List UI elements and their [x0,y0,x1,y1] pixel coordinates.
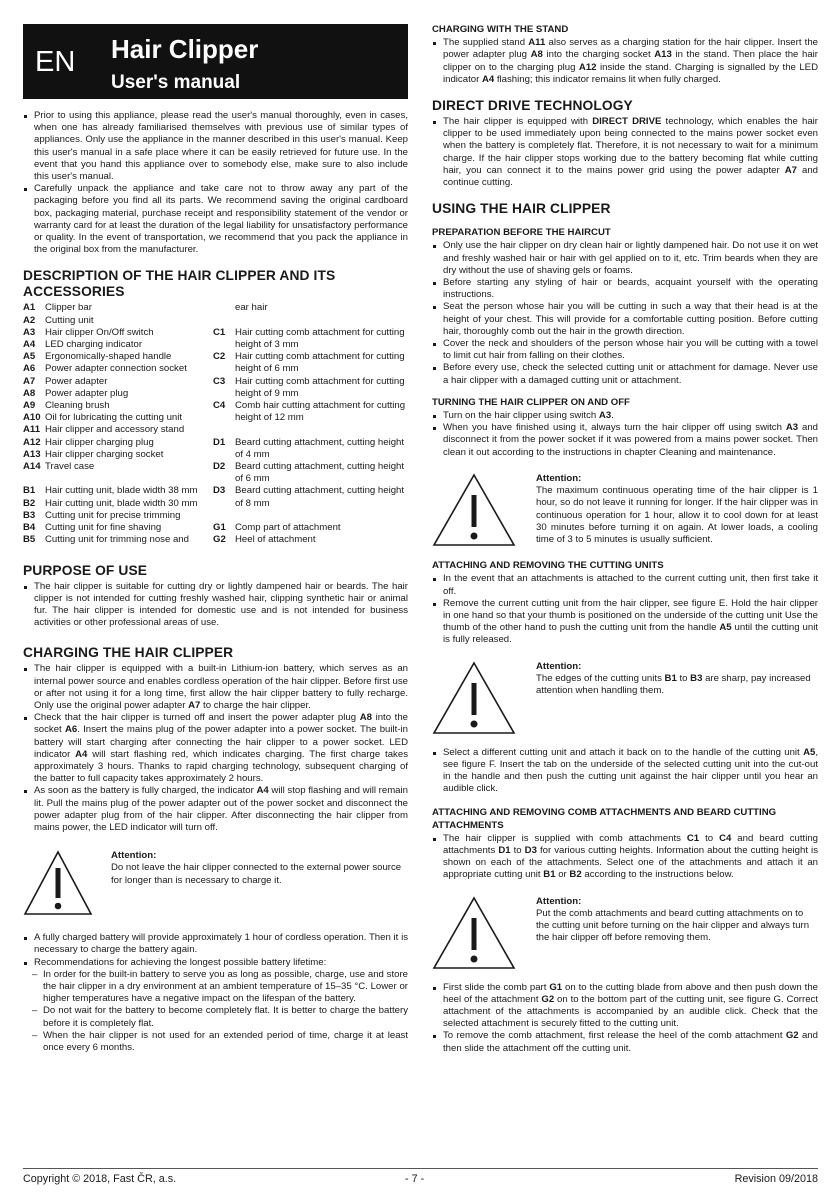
part-label: Power adapter connection socket [45,363,187,375]
part-row [213,351,408,375]
part-row [23,315,213,327]
part-label: Comb hair cutting attachment for cutting height of 12 mm [235,400,406,424]
comb-list-2 [432,982,818,1055]
part-label: Travel case [45,461,95,473]
intro-item: Carefully unpack the appliance and take care not to throw away any part of the packaging before you find all its parts. We recommend saving the original cardboard box, packaging material, purchase receipt and responsibility statement of the vendor or warranty card for at least the duration of the legal liability for unsatisfactory performance or quality. In the event of transportation, we recommend that you pack the appliance in the original box from the manufacturer. [23,183,408,256]
part-id: C3 [213,375,226,387]
attention-box-attachments [432,896,818,968]
direct-item: The hair clipper is equipped with DIRECT DRIVE technology, which enables the hair clipper to be used immediately upon being connected to the mains power socket even when the battery is completely flat. Therefore, it is not necessary to wait for a minimum charge. If the hair clipper stops working due to the battery becoming flat while cutting hair, you can connect it to the mains power grid using the power adapter A7 and continue cutting. [432,116,818,189]
part-label [235,424,408,436]
copyright: Copyright © 2018, Fast ČR, a.s. [23,1173,177,1185]
direct-list [432,116,818,189]
preparation-list [432,240,818,386]
part-row [213,461,408,485]
on-off-item: When you have finished using it, always turn the hair clipper off using switch A3 and disconnect it from the power socket if it was powered from a mains power socket. Then clean it out according to the instructions in chapter Cleaning and maintenance. [432,422,818,459]
preparation-item: Before starting any styling of hair or beards, acquaint yourself with the operating instructions. [432,277,818,301]
attention-text: Do not leave the hair clipper connected to the external power source for longer than is necessary to charge it. [111,862,402,886]
part-label: Beard cutting attachment, cutting height of 8 mm [235,485,405,509]
part-label: Cutting unit for precise trimming [45,509,181,521]
manual-title: Hair Clipper [111,34,259,64]
purpose-list [23,581,408,630]
part-row [23,351,213,363]
part-id: A10 [23,412,41,424]
charging-item: Check that the hair clipper is turned off and insert the power adapter plug A8 into the socket A6. Insert the mains plug of the power adapter into a power socket. The built-in battery will start charging after connecting the hair clipper to a power socket. LED indicator A4 will start flashing red, which indicates charging. The first charge takes approximately 3 hours. Thanks to rapid charging technology, subsequent charging of the batter to full capacity takes approximately 2 hours. [23,712,408,785]
cutting-units-list-2 [432,747,818,796]
attention-text: Put the comb attachments and beard cutting attachments on to the cutting unit before turning on the hair clipper and always turn the hair clipper off before removing them. [536,907,810,944]
cutting-units-item: Select a different cutting unit and attach it back on to the handle of the cutting unit A5, see figure F. Insert the tab on the underside of the selected cutting unit into the cut-out in the handle and then push the cutting unit against the hair clipper until you hear an audible click. [432,747,818,796]
stand-list [432,37,818,86]
section-heading-using: USING THE HAIR CLIPPER [432,201,611,217]
part-label: Hair cutting unit, blade width 30 mm [45,497,198,509]
subheading-preparation: PREPARATION BEFORE THE HAIRCUT [432,227,611,239]
battery-tip: – When the hair clipper is not used for an extended period of time, charge it at least once every 6 months. [23,1030,408,1054]
part-row [23,449,213,461]
stand-item: The supplied stand A11 also serves as a charging station for the hair clipper. Insert the power adapter plug A8 into the charging socket A13 in the stand. Then place the hair clipper on to the charging plug A12 inside the stand. Charging is signalled by the LED indicator A4 flashing; this indicator remains lit when fully charged. [432,37,818,86]
right-column [432,24,818,1055]
part-label: Hair cutting comb attachment for cutting height of 3 mm [235,326,405,351]
part-row [213,510,408,522]
part-id: D2 [213,461,226,473]
comb-item: The hair clipper is supplied with comb attachments C1 to C4 and beard cutting attachments D1 to D3 for various cutting heights. Information about the cutting height is shown on each of the attachments. Select one of the attachments and attach it an appropriate cutting unit B1 or B2 according to the instructions below. [432,833,818,882]
part-row [213,327,408,351]
language-code: EN [35,46,76,78]
part-id: B2 [23,497,36,509]
left-column [23,110,408,1054]
part-row [23,485,213,497]
part-row [213,534,408,546]
attention-text: The edges of the cutting units B1 to B3 are sharp, pay increased attention when handling them. [536,672,811,696]
part-id: A9 [23,400,36,412]
part-id: A2 [23,314,36,326]
attention-title: Attention: [536,472,582,484]
part-row [23,461,213,473]
part-row [23,437,213,449]
warning-triangle-icon [432,661,520,733]
intro-list [23,110,408,256]
part-id: A4 [23,339,36,351]
part-label: Hair clipper charging socket [45,448,164,460]
part-id: A13 [23,448,41,460]
part-id: G2 [213,534,226,546]
part-label [235,315,408,327]
part-id: A5 [23,351,36,363]
part-label: Hair clipper charging plug [45,436,154,448]
part-row [23,400,213,412]
part-id: D1 [213,436,226,448]
preparation-item: Seat the person whose hair you will be cutting in such a way that their head is at the height of your chest. This will provide for a comfortable cutting position. Before cutting hair, thoroughly comb out the hair in the growth direction. [432,301,818,338]
part-row [23,376,213,388]
warning-triangle-icon [432,473,520,545]
part-row [213,400,408,424]
part-row [23,510,213,522]
section-heading-charging: CHARGING THE HAIR CLIPPER [23,645,234,661]
part-label: Comp part of attachment [235,522,341,534]
subheading-stand: CHARGING WITH THE STAND [432,24,569,35]
part-id: B3 [23,509,36,521]
warning-triangle-icon [23,850,111,922]
preparation-item: Cover the neck and shoulders of the person whose hair you will be cutting with a towel to limit cut hair from falling on their clothes. [432,338,818,362]
part-label: Cutting unit for trimming nose and [45,534,189,546]
part-label: Beard cutting attachment, cutting height of 4 mm [235,436,405,460]
part-label: Hair cutting comb attachment for cutting height of 6 mm [235,351,405,375]
cutting-units-item: In the event that an attachments is attached to the current cutting unit, then first take it off. [432,573,818,597]
part-row [23,498,213,510]
part-id: C2 [213,351,226,363]
part-id: A7 [23,375,36,387]
battery-tip: – Do not wait for the battery to become completely flat. It is better to charge the battery before it is completely flat. [23,1005,408,1029]
part-row [213,376,408,400]
attention-box-sharp-edges [432,661,818,733]
comb-item: First slide the comb part G1 on to the cutting blade from above and then push down the heel of the attachment G2 on to the bottom part of the cutting unit, see figure G. Correct attachment of the attachments is accompanied by an audible click. Check that the selected attachment is securely fitted to the cutting unit. [432,982,818,1031]
on-off-item: Turn on the hair clipper using switch A3. [432,410,818,422]
part-row [213,315,408,327]
part-id [213,302,235,314]
part-label [235,510,408,522]
part-row [23,363,213,375]
part-label: LED charging indicator [45,339,143,351]
page-number: - 7 - [405,1173,425,1185]
revision: Revision 09/2018 [734,1173,818,1185]
attention-title: Attention: [536,660,582,672]
part-id [213,424,235,436]
page-footer [23,1168,818,1191]
part-id: C1 [213,326,226,338]
part-label: Hair clipper On/Off switch [45,326,154,338]
charging-item: The hair clipper is equipped with a built-in Lithium-ion battery, which serves as an internal power source and enables cordless operation of the hair clipper. Before first use or after not using it for a long time, first allow the hair clipper battery to fully recharge. Only use the original power adapter A7 to charge the hair clipper. [23,663,408,712]
part-id: A11 [23,424,41,436]
section-heading-description: DESCRIPTION OF THE HAIR CLIPPER AND ITS ACCESSORIES [23,268,336,300]
part-id: B1 [23,485,36,497]
part-label: Cutting unit [45,314,94,326]
part-row [23,302,213,314]
part-id: A14 [23,461,41,473]
part-row [213,437,408,461]
part-label: ear hair [235,302,268,314]
part-label: Clipper bar [45,302,92,314]
part-id [23,473,45,485]
part-label: Hair cutting unit, blade width 38 mm [45,485,198,497]
attention-title: Attention: [111,850,157,862]
battery-list [23,932,408,1054]
battery-item: Recommendations for achieving the longest possible battery lifetime: [23,957,408,969]
part-id [213,510,235,522]
part-id [213,315,235,327]
part-id: G1 [213,522,226,534]
part-label: Power adapter plug [45,387,129,399]
part-row [23,388,213,400]
section-heading-direct-drive: DIRECT DRIVE TECHNOLOGY [432,98,633,114]
attention-text: The maximum continuous operating time of the hair clipper is 1 hour, so do not leave it running for longer. If the hair clipper was in continuous operation for 1 hour, allow it to cool down for at least 30 minutes before turning it on again. At lower loads, a cooling time of 3 to 5 minutes is usually sufficient. [536,485,818,545]
charging-item: As soon as the battery is fully charged, the indicator A4 will stop flashing and will remain lit. Pull the mains plug of the power adapter out of the power socket and disconnect the power adapter plug from of the hair clipper. After disconnecting the hair clipper from mains power, the LED indicator will turn off. [23,785,408,834]
parts-list-right [213,302,408,546]
subheading-on-off: TURNING THE HAIR CLIPPER ON AND OFF [432,396,630,408]
warning-triangle-icon [432,896,520,968]
battery-item: A fully charged battery will provide approximately 1 hour of cordless operation. Then it is necessary to charge the battery again. [23,932,408,956]
preparation-item: Only use the hair clipper on dry clean hair or lightly dampened hair. Do not use it on wet and freshly washed hair or hair with gel applied on to it, etc. Trim beards when they are dry without the use of shaving gels or foams. [432,240,818,277]
part-row [23,327,213,339]
part-row [23,534,213,546]
cutting-units-item: Remove the current cutting unit from the hair clipper, see figure E. Hold the hair clipper in one hand so that your thumb is positioned on the underside of the cutting unit Use the thumb of the other hand to push the cutting unit from the handle A5 until the cutting unit is fully released. [432,598,818,647]
part-row [23,473,213,485]
part-id: A12 [23,436,41,448]
parts-list [23,302,408,546]
part-row [23,424,213,436]
part-label: Heel of attachment [235,534,316,546]
part-row [213,424,408,436]
part-label: Ergonomically-shaped handle [45,351,172,363]
part-row [213,485,408,509]
part-row [213,302,408,314]
charging-list [23,663,408,834]
comb-list [432,833,818,882]
part-row [23,339,213,351]
battery-tip: – In order for the built-in battery to serve you as long as possible, charge, use and store the hair clipper in a dry environment at an ambient temperature of 15–35 °C. Lower or higher temperatures have a negative impact on the lifespan of the battery. [23,969,408,1006]
part-label: Cutting unit for fine shaving [45,522,162,534]
part-id: B5 [23,534,36,546]
part-label: Cleaning brush [45,400,110,412]
intro-item: Prior to using this appliance, please read the user's manual thoroughly, even in cases, when one has already familiarised themselves with previous use of similar types of appliances. Only use the appliance in the manner described in this user's manual. Keep this user's manual in a safe place where it can be easily retrieved for future use. In the event that you hand this appliance over to somebody else, make sure to also include this user's manual. [23,110,408,183]
part-id: C4 [213,400,226,412]
attention-box-operating-time [432,473,818,546]
part-id: A3 [23,326,36,338]
manual-subtitle: User's manual [111,72,241,93]
part-label: Oil for lubricating the cutting unit [45,412,183,424]
part-label: Hair clipper and accessory stand [45,424,185,436]
part-label: Power adapter [45,375,108,387]
part-id: A6 [23,363,36,375]
part-row [23,412,213,424]
part-id: A8 [23,387,36,399]
part-id: D3 [213,485,226,497]
comb-item: To remove the comb attachment, first release the heel of the comb attachment G2 and then slide the attachment off the cutting unit. [432,1030,818,1054]
part-row [213,522,408,534]
purpose-item: The hair clipper is suitable for cutting dry or lightly dampened hair or beards. The hair clipper is not intended for cutting freshly washed hair, clipping synthetic hair or animal fur. The hair clipper is intended for domestic use and is not intended for business activities or other professional areas of use. [23,581,408,630]
parts-list-left [23,302,213,546]
preparation-item: Before every use, check the selected cutting unit or attachment for damage. Never use a hair clipper with a damaged cutting unit or attachment. [432,362,818,386]
part-id: B4 [23,522,36,534]
cutting-units-list [432,573,818,646]
part-row [23,522,213,534]
subheading-comb-attachments: ATTACHING AND REMOVING COMB ATTACHMENTS AND BEARD CUTTING ATTACHMENTS [432,807,777,831]
part-label: Hair cutting comb attachment for cutting height of 9 mm [235,375,405,399]
manual-header [23,24,408,99]
section-heading-purpose: PURPOSE OF USE [23,562,148,578]
attention-title: Attention: [536,895,582,907]
attention-box-charging [23,850,408,922]
subheading-cutting-units: ATTACHING AND REMOVING THE CUTTING UNITS [432,560,664,572]
on-off-list [432,410,818,459]
part-label: Beard cutting attachment, cutting height of 6 mm [235,461,405,485]
part-id: A1 [23,302,36,314]
part-label [45,473,213,485]
